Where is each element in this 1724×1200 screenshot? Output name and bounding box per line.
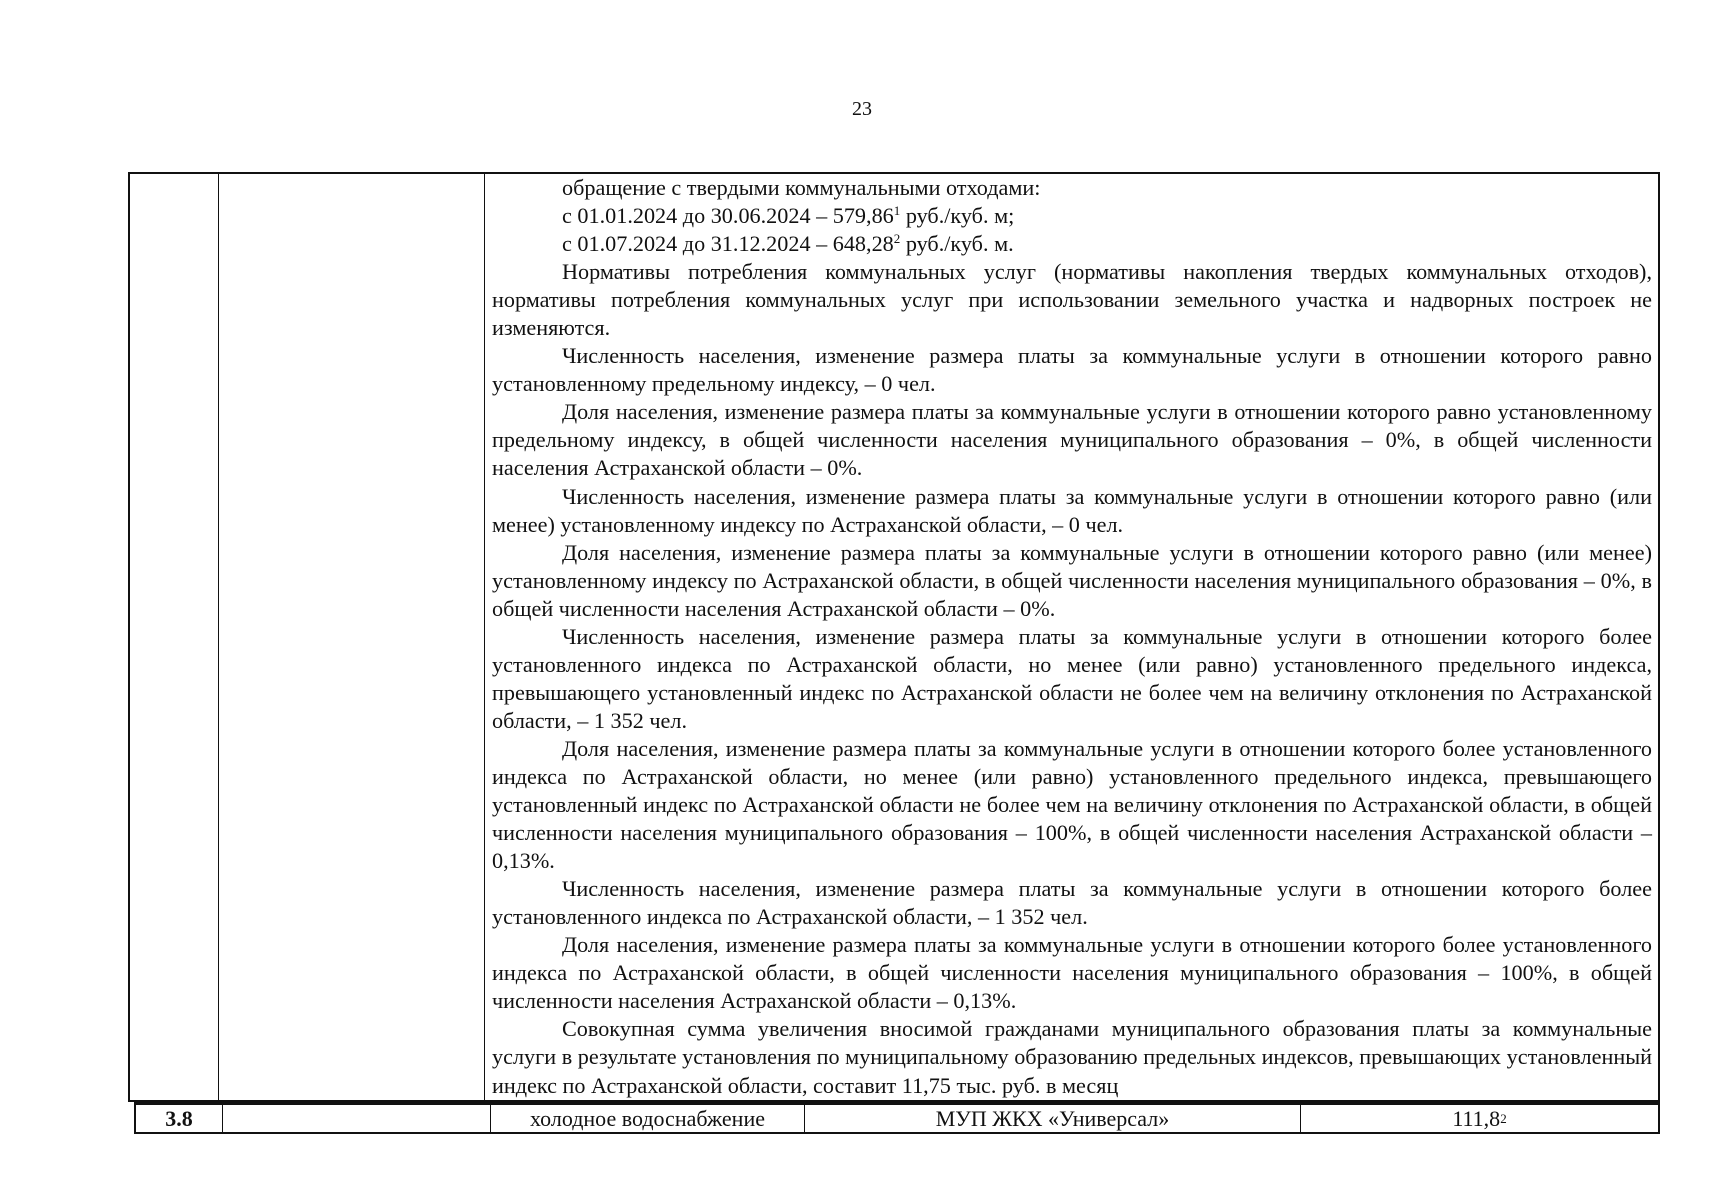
paragraph-population-above-index: Численность населения, изменение размера платы за коммунальные услуги в отношении которого более установленного индекса по Астраханской области, но менее (или равно) установленного предельного индекса, превышающего установленный индекс по Астраханской области не более чем на величину отклонения по Астраханской области, – 1 352 чел. xyxy=(492,623,1652,733)
footnote-mark-1: 1 xyxy=(893,203,901,219)
service-cell: холодное водоснабжение xyxy=(490,1105,804,1132)
text-heading: обращение с твердыми коммунальными отходами: xyxy=(562,175,1041,200)
tariff-line-2 xyxy=(492,230,1652,258)
paragraph-total-increase: Совокупная сумма увеличения вносимой гражданами муниципального образования платы за коммунальные услуги в результате установления по муниципальному образованию предельных индексов, превышающих установленный индекс по Астраханской области, составит 11,75 тыс. руб. в месяц xyxy=(492,1016,1652,1098)
paragraph-norms: Нормативы потребления коммунальных услуг (нормативы накопления твердых коммунальных отходов), нормативы потребления коммунальных услуг при использовании земельного участка и надворных построек не изменяются. xyxy=(492,259,1652,341)
main-table-row xyxy=(128,172,1660,1102)
table-row-3-8 xyxy=(134,1102,1660,1134)
description-cell xyxy=(492,174,1652,1100)
empty-cell xyxy=(222,1105,490,1132)
paragraph-share-more-than-index: Доля населения, изменение размера платы за коммунальные услуги в отношении которого более установленного индекса по Астраханской области, в общей численности населения муниципального образования – 100%, в общей численности населения Астраханской области – 0,13%. xyxy=(492,932,1652,1014)
column-divider-1 xyxy=(218,174,219,1100)
footnote-mark-2: 2 xyxy=(893,231,901,247)
paragraph-population-more-than-index: Численность населения, изменение размера платы за коммунальные услуги в отношении которого более установленного индекса по Астраханской области, – 1 352 чел. xyxy=(492,876,1652,930)
value-number: 111,8 xyxy=(1452,1105,1501,1131)
paragraph-population-equal-or-less: Численность населения, изменение размера платы за коммунальные услуги в отношении которого равно (или менее) установленному индексу по Астраханской области, – 0 чел. xyxy=(492,483,1652,537)
tariff-1-prefix: с 01.01.2024 до 30.06.2024 – 579,86 xyxy=(562,203,894,229)
value-cell: 111,8 2 xyxy=(1300,1105,1658,1132)
paragraph-share-above-index: Доля населения, изменение размера платы за коммунальные услуги в отношении которого более установленного индекса по Астраханской области, но менее (или равно) установленного предельного индекса, превышающего установленный индекс по Астраханской области не более чем на величину отклонения по Астраханской области, в общей численности населения муниципального образования – 100%, в общей численности населения Астраханской области – 0,13%. xyxy=(492,735,1652,874)
paragraph-share-equal-limit: Доля населения, изменение размера платы за коммунальные услуги в отношении которого равно установленному предельному индексу, в общей численности населения муниципального образования – 0%, в общей численности населения Астраханской области – 0%. xyxy=(492,399,1652,481)
tariff-2-suffix: руб./куб. м. xyxy=(900,231,1014,257)
row-number-cell: 3.8 xyxy=(165,1105,193,1131)
tariff-1-suffix: руб./куб. м; xyxy=(900,203,1015,229)
tariff-line-1 xyxy=(492,202,1652,230)
organization-cell: МУП ЖКХ «Универсал» xyxy=(804,1105,1300,1132)
paragraph-population-equal-limit: Численность населения, изменение размера платы за коммунальные услуги в отношении которого равно установленному предельному индексу, – 0 чел. xyxy=(492,343,1652,397)
column-divider-2 xyxy=(484,174,485,1100)
tariff-2-prefix: с 01.07.2024 до 31.12.2024 – 648,28 xyxy=(562,231,894,257)
page-number: 23 xyxy=(852,98,872,120)
paragraph-share-equal-or-less: Доля населения, изменение размера платы за коммунальные услуги в отношении которого равно (или менее) установленному индексу по Астраханской области, в общей численности населения муниципального образования – 0%, в общей численности населения Астраханской области – 0%. xyxy=(492,539,1652,621)
